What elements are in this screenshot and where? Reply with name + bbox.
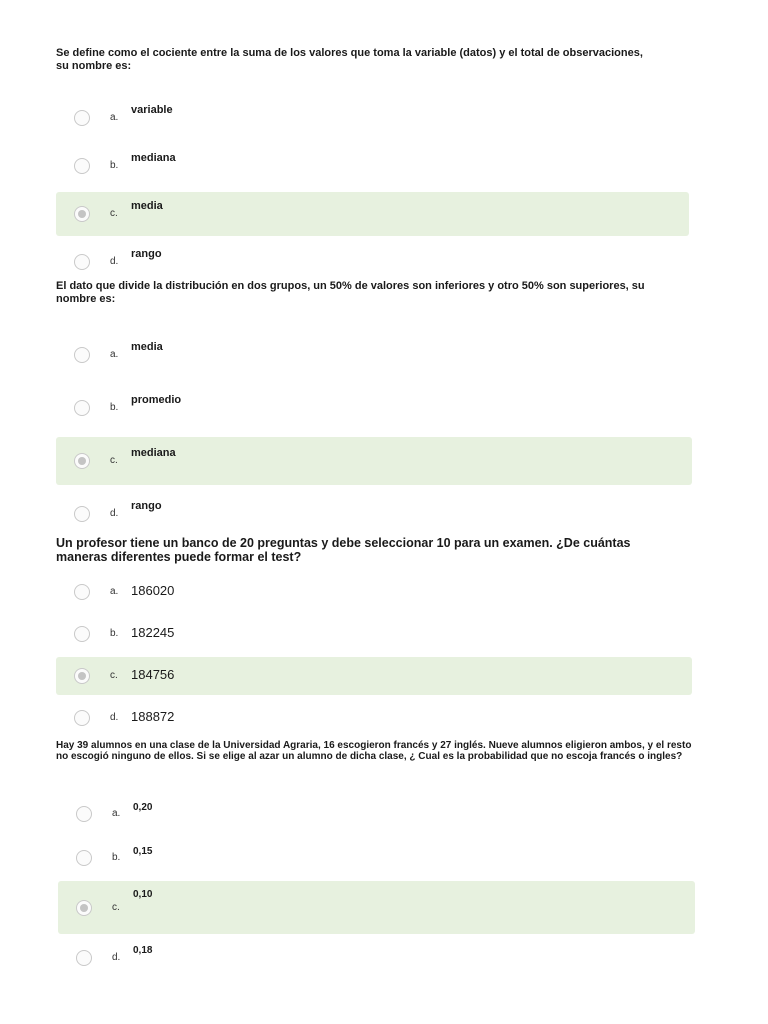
question-text: Un profesor tiene un banco de 20 preguntas y debe seleccionar 10 para un examen. ¿De cuántas maneras diferentes puede formar el test? [56, 536, 631, 564]
option-b[interactable] [56, 144, 689, 188]
option-letter: d. [110, 256, 119, 267]
option-b[interactable] [56, 385, 692, 431]
option-a[interactable] [58, 794, 695, 834]
question-text: El dato que divide la distribución en dos grupos, un 50% de valores son inferiores y otro 50% son superiores, su nombre es: [56, 280, 645, 305]
option-c[interactable] [56, 437, 692, 485]
radio-button[interactable] [74, 453, 90, 469]
option-label: rango [131, 248, 162, 260]
option-letter: d. [110, 508, 119, 519]
option-label: 184756 [131, 667, 175, 682]
radio-button[interactable] [74, 158, 90, 174]
radio-button[interactable] [76, 950, 92, 966]
question-text: Hay 39 alumnos en una clase de la Universidad Agraria, 16 escogieron francés y 27 inglés. Nueve alumnos eligieron ambos, y el resto no escogió ninguno de ellos. Si se elige al azar un alumno de dicha clase, ¿ Cual es la probabilidad que no escoja francés o ingles? [56, 740, 692, 762]
option-letter: a. [110, 349, 119, 360]
radio-button[interactable] [74, 506, 90, 522]
question-text: Se define como el cociente entre la suma de los valores que toma la variable (datos) y el total de observaciones, su nombre es: [56, 47, 643, 72]
option-d[interactable] [58, 938, 695, 978]
option-letter: d. [112, 952, 121, 963]
option-a[interactable] [56, 574, 692, 610]
option-d[interactable] [56, 700, 692, 736]
option-letter: d. [110, 712, 119, 723]
radio-button[interactable] [74, 400, 90, 416]
option-letter: b. [110, 628, 119, 639]
option-label: variable [131, 104, 173, 116]
option-label: 186020 [131, 583, 175, 598]
radio-button[interactable] [74, 668, 90, 684]
option-d[interactable] [56, 240, 689, 274]
option-letter: a. [110, 586, 119, 597]
option-b[interactable] [58, 838, 695, 878]
option-letter: b. [110, 160, 119, 171]
option-letter: a. [110, 112, 119, 123]
option-label: promedio [131, 394, 182, 406]
option-letter: b. [110, 402, 119, 413]
option-letter: c. [110, 208, 118, 219]
option-a[interactable] [56, 96, 689, 140]
radio-button[interactable] [76, 806, 92, 822]
option-label: mediana [131, 447, 176, 459]
option-label: media [131, 200, 163, 212]
option-label: rango [131, 500, 162, 512]
radio-button[interactable] [76, 850, 92, 866]
option-label: 0,15 [133, 846, 153, 857]
radio-button[interactable] [76, 900, 92, 916]
option-label: 188872 [131, 709, 175, 724]
option-label: 0,10 [133, 889, 153, 900]
option-a[interactable] [56, 332, 692, 378]
option-letter: c. [110, 455, 118, 466]
radio-button[interactable] [74, 347, 90, 363]
option-c[interactable] [56, 192, 689, 236]
radio-button[interactable] [74, 710, 90, 726]
radio-button[interactable] [74, 254, 90, 270]
option-c[interactable] [56, 657, 692, 695]
option-label: mediana [131, 152, 176, 164]
option-d[interactable] [56, 490, 692, 528]
option-c[interactable] [58, 881, 695, 934]
option-letter: a. [112, 808, 121, 819]
radio-button[interactable] [74, 584, 90, 600]
radio-button[interactable] [74, 110, 90, 126]
option-letter: c. [112, 902, 120, 913]
option-label: media [131, 341, 163, 353]
radio-button[interactable] [74, 626, 90, 642]
option-letter: c. [110, 670, 118, 681]
option-b[interactable] [56, 616, 692, 652]
option-label: 0,18 [133, 945, 153, 956]
option-label: 0,20 [133, 802, 153, 813]
radio-button[interactable] [74, 206, 90, 222]
option-letter: b. [112, 852, 121, 863]
option-label: 182245 [131, 625, 175, 640]
